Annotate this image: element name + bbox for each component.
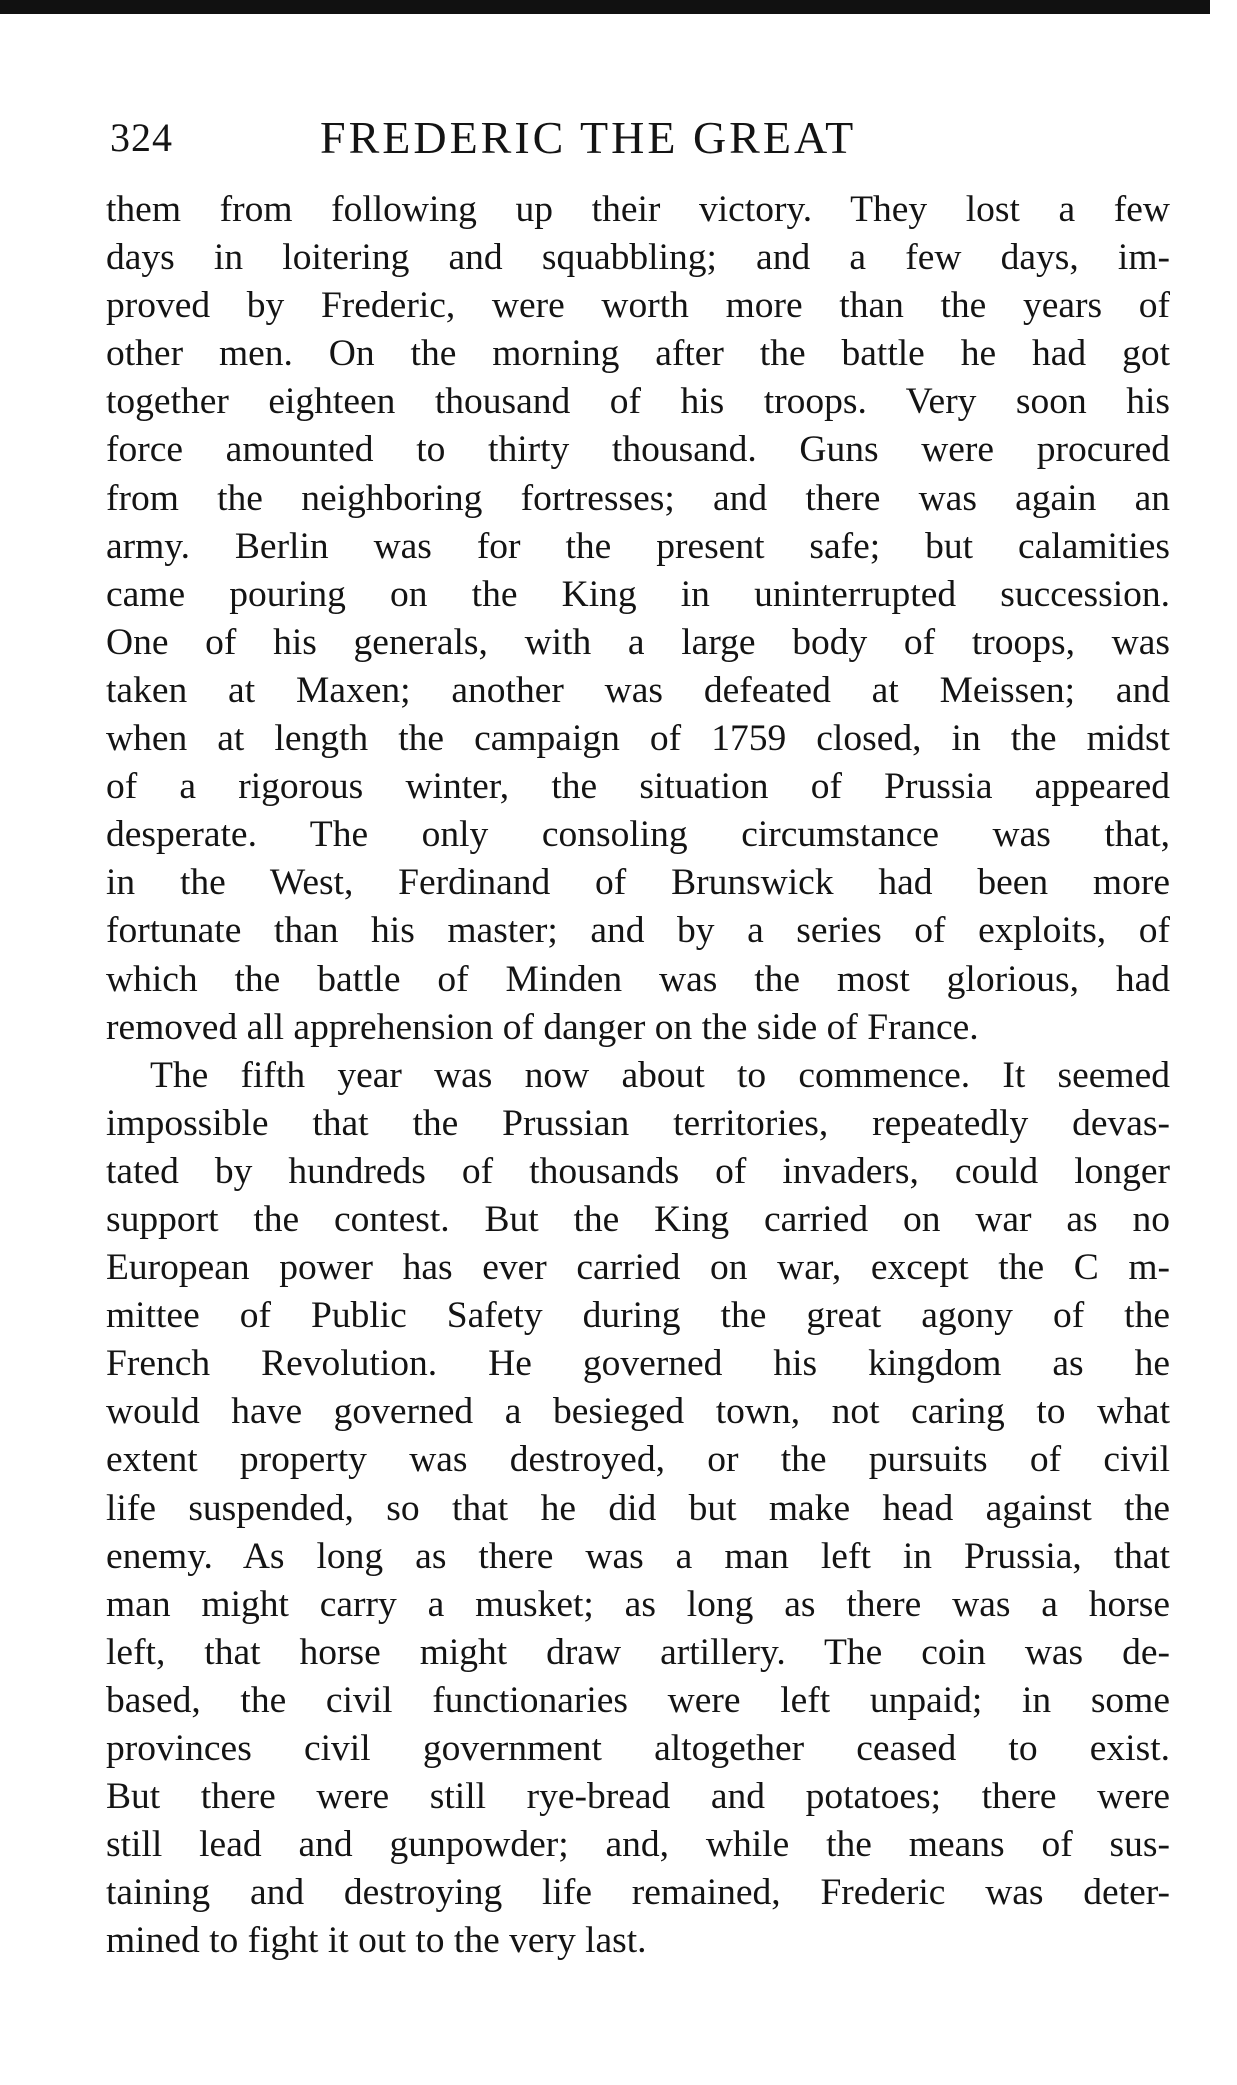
paragraph-end-line: removed all apprehension of danger on the side of France.	[106, 1006, 979, 1048]
paragraph-end-line: mined to fight it out to the very last.	[106, 1920, 647, 1962]
text-line: provinces civil government altogether ceased to exist.	[106, 1728, 1170, 1769]
text-line: force amounted to thirty thousand. Guns were procured	[106, 429, 1170, 471]
paragraph-first-line: The fifth year was now about to commence. It seemed	[150, 1054, 1170, 1096]
text-line: in the West, Ferdinand of Brunswick had been more	[106, 862, 1170, 904]
text-line: impossible that the Prussian territories, repeatedly devas-	[106, 1102, 1170, 1144]
text-line: mittee of Public Safety during the great agony of the	[106, 1295, 1170, 1337]
text-line: But there were still rye-bread and potatoes; there were	[106, 1776, 1170, 1818]
running-title: FREDERIC THE GREAT	[320, 112, 857, 163]
text-line: days in loitering and squabbling; and a few days, im-	[106, 237, 1170, 279]
text-line: One of his generals, with a large body of troops, was	[106, 621, 1170, 663]
running-head	[110, 108, 1170, 168]
body-text	[106, 186, 1170, 1965]
text-line: which the battle of Minden was the most glorious, had	[106, 958, 1170, 1000]
text-line: other men. On the morning after the battle he had got	[106, 333, 1170, 375]
text-line: taining and destroying life remained, Frederic was deter-	[106, 1872, 1170, 1914]
text-line: proved by Frederic, were worth more than the years of	[106, 285, 1170, 327]
text-line: taken at Maxen; another was defeated at Meissen; and	[106, 669, 1170, 711]
text-line: from the neighboring fortresses; and there was again an	[106, 477, 1170, 519]
text-line: came pouring on the King in uninterrupted succession.	[106, 573, 1170, 615]
text-line: still lead and gunpowder; and, while the means of sus-	[106, 1824, 1170, 1866]
text-line: together eighteen thousand of his troops. Very soon his	[106, 381, 1170, 423]
text-line: man might carry a musket; as long as there was a horse	[106, 1583, 1170, 1625]
text-line: left, that horse might draw artillery. The coin was de-	[106, 1631, 1170, 1673]
text-line: fortunate than his master; and by a series of exploits, of	[106, 910, 1170, 952]
text-line: European power has ever carried on war, except the C m-	[106, 1247, 1170, 1289]
text-line: French Revolution. He governed his kingdom as he	[106, 1343, 1170, 1385]
text-line: of a rigorous winter, the situation of Prussia appeared	[106, 766, 1170, 808]
text-line: based, the civil functionaries were left unpaid; in some	[106, 1679, 1170, 1721]
text-line: enemy. As long as there was a man left in Prussia, that	[106, 1535, 1170, 1577]
text-line: desperate. The only consoling circumstance was that,	[106, 814, 1170, 856]
text-line: army. Berlin was for the present safe; but calamities	[106, 525, 1170, 567]
text-line: extent property was destroyed, or the pursuits of civil	[106, 1439, 1170, 1481]
text-line: tated by hundreds of thousands of invaders, could longer	[106, 1150, 1170, 1192]
text-line: life suspended, so that he did but make head against the	[106, 1487, 1170, 1529]
text-line: when at length the campaign of 1759 closed, in the midst	[106, 718, 1170, 760]
top-rule	[0, 0, 1210, 14]
page-number: 324	[110, 115, 173, 160]
text-line: would have governed a besieged town, not caring to what	[106, 1391, 1170, 1433]
text-line: support the contest. But the King carried on war as no	[106, 1198, 1170, 1240]
text-line: them from following up their victory. They lost a few	[106, 189, 1170, 230]
